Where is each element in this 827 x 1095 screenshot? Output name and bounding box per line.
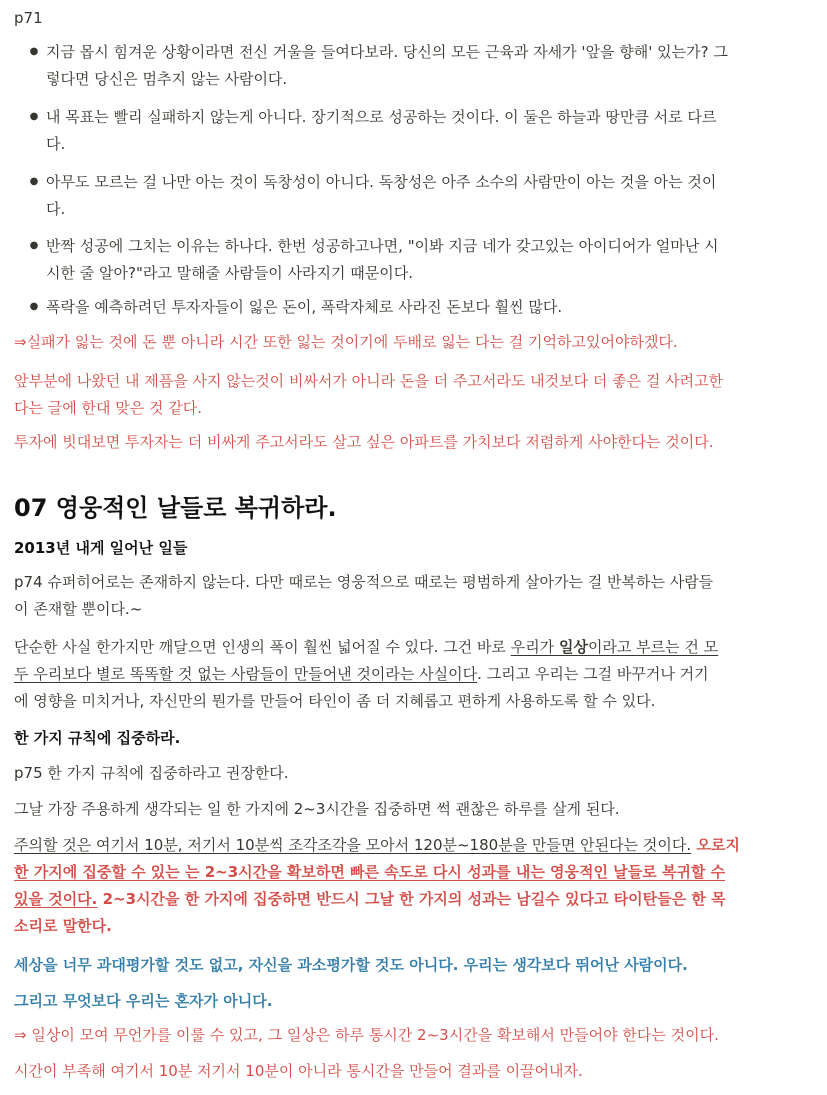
bullet-text: 렇다면 당신은 멈추지 않는 사람이다. — [46, 70, 288, 88]
text-span: . 그리고 우리는 그걸 바꾸거나 거기 — [477, 665, 709, 683]
red-bold-line: 소리로 말한다. — [14, 917, 112, 935]
bullet-text: 지금 몹시 힘겨운 상황이라면 전신 거울을 들여다보라. 당신의 모든 근육과 자세가 '앞을 향해' 있는가? 그 — [46, 43, 728, 61]
section-title: 07 영웅적인 날들로 복귀하라. — [14, 494, 337, 522]
paragraph-line: 에 영향을 미치거나, 자신만의 뭔가를 만들어 타인이 좀 더 지혜롭고 편하게 사용하도록 할 수 있다. — [14, 692, 656, 710]
bullet-text: 반짝 성공에 그치는 이유는 하나다. 한번 성공하고나면, "이봐 지금 네가 갖고있는 아이디어가 얼마난 시 — [46, 237, 719, 255]
red-note: ⇒ 일상이 모여 무언가를 이룰 수 있고, 그 일상은 하루 통시간 2~3시간을 확보해서 만들어야 한다는 것이다. — [14, 1026, 719, 1044]
paragraph-line — [14, 831, 813, 859]
paragraph-line: p75 한 가지 규칙에 집중하라고 권장한다. — [14, 764, 289, 782]
bullet-dot: ● — [29, 111, 39, 122]
text-span: 단순한 사실 한가지만 깨달으면 인생의 폭이 훨씬 넓어질 수 있다. 그건 바로 — [14, 638, 511, 656]
underlined-text: 주의할 것은 여기서 10분, 저기서 10분씩 조각조각을 모아서 120분~180분을 만들면 안된다는 것이다. — [14, 836, 692, 854]
underlined-text: 두 우리보다 별로 똑똑할 것 없는 사람들이 만들어낸 것이라는 사실이다 — [14, 665, 478, 683]
paragraph-line: p74 슈퍼히어로는 존재하지 않는다. 다만 때로는 영웅적으로 때로는 평범하게 살아가는 걸 반복하는 사람들 — [14, 573, 714, 591]
bullet-dot: ● — [29, 301, 39, 312]
red-bold-underlined-text: 있을 것이다. — [14, 890, 98, 908]
bullet-text: 다. — [46, 200, 66, 218]
red-bold-text: 2~3시간을 한 가지에 집중하면 반드시 그날 한 가지의 성과는 남길수 있다고 타이탄들은 한 목 — [97, 890, 726, 908]
bullet-text: 아무도 모르는 걸 나만 아는 것이 독창성이 아니다. 독창성은 아주 소수의 사람만이 아는 것을 아는 것이 — [46, 173, 717, 191]
paragraph-line — [14, 660, 813, 688]
subheading: 2013년 내게 일어난 일들 — [14, 539, 188, 557]
red-note: 투자에 빗대보면 투자자는 더 비싸게 주고서라도 살고 싶은 아파트를 가치보다 저렴하게 사야한다는 것이다. — [14, 433, 714, 451]
underlined-text: 이라고 부르는 건 모 — [587, 638, 719, 656]
red-note: 다는 글에 한대 맞은 것 같다. — [14, 399, 202, 417]
page-label: p71 — [14, 9, 43, 27]
bold-underlined-text: 일상 — [558, 638, 588, 656]
red-bold-underlined-line: 한 가지에 집중할 수 있는 는 2~3시간을 확보하면 빠른 속도로 다시 성과를 내는 영웅적인 날들로 복귀할 수 — [14, 863, 726, 881]
bullet-dot: ● — [29, 240, 39, 251]
blue-note: 세상을 너무 과대평가할 것도 없고, 자신을 과소평가할 것도 아니다. 우리는 생각보다 뛰어난 사람이다. — [14, 956, 688, 974]
subheading: 한 가지 규칙에 집중하라. — [14, 729, 181, 747]
bullet-text: 폭락을 예측하려던 투자자들이 잃은 돈이, 폭락자체로 사라진 돈보다 훨씬 많다. — [46, 298, 563, 316]
bullet-text: 내 목표는 빨리 실패하지 않는게 아니다. 장기적으로 성공하는 것이다. 이 둘은 하늘과 땅만큼 서로 다르 — [46, 108, 717, 126]
paragraph-line: 그날 가장 주용하게 생각되는 일 한 가지에 2~3시간을 집중하면 썩 괜찮은 하루를 살게 된다. — [14, 800, 620, 818]
red-bold-text: 오로지 — [691, 836, 740, 854]
bullet-dot: ● — [29, 46, 39, 57]
blue-note: 그리고 무엇보다 우리는 혼자가 아니다. — [14, 992, 273, 1010]
paragraph-line: 이 존재할 뿐이다.~ — [14, 600, 143, 618]
red-note: ⇒실패가 잃는 것에 돈 뿐 아니라 시간 또한 잃는 것이기에 두배로 잃는 다는 걸 기억하고있어야하겠다. — [14, 333, 678, 351]
bullet-text: 시한 줄 알아?"라고 말해줄 사람들이 사라지기 때문이다. — [46, 264, 414, 282]
underlined-text: 우리가 — [510, 638, 559, 656]
bullet-dot: ● — [29, 176, 39, 187]
paragraph-line — [14, 885, 813, 913]
paragraph-line — [14, 633, 813, 661]
red-note: 시간이 부족해 여기서 10분 저기서 10분이 아니라 통시간을 만들어 결과를 이끌어내자. — [14, 1062, 583, 1080]
red-note: 앞부분에 나왔던 내 제픔을 사지 않는것이 비싸서가 아니라 돈을 더 주고서라도 내것보다 더 좋은 걸 사려고한 — [14, 372, 724, 390]
bullet-text: 다. — [46, 135, 66, 153]
